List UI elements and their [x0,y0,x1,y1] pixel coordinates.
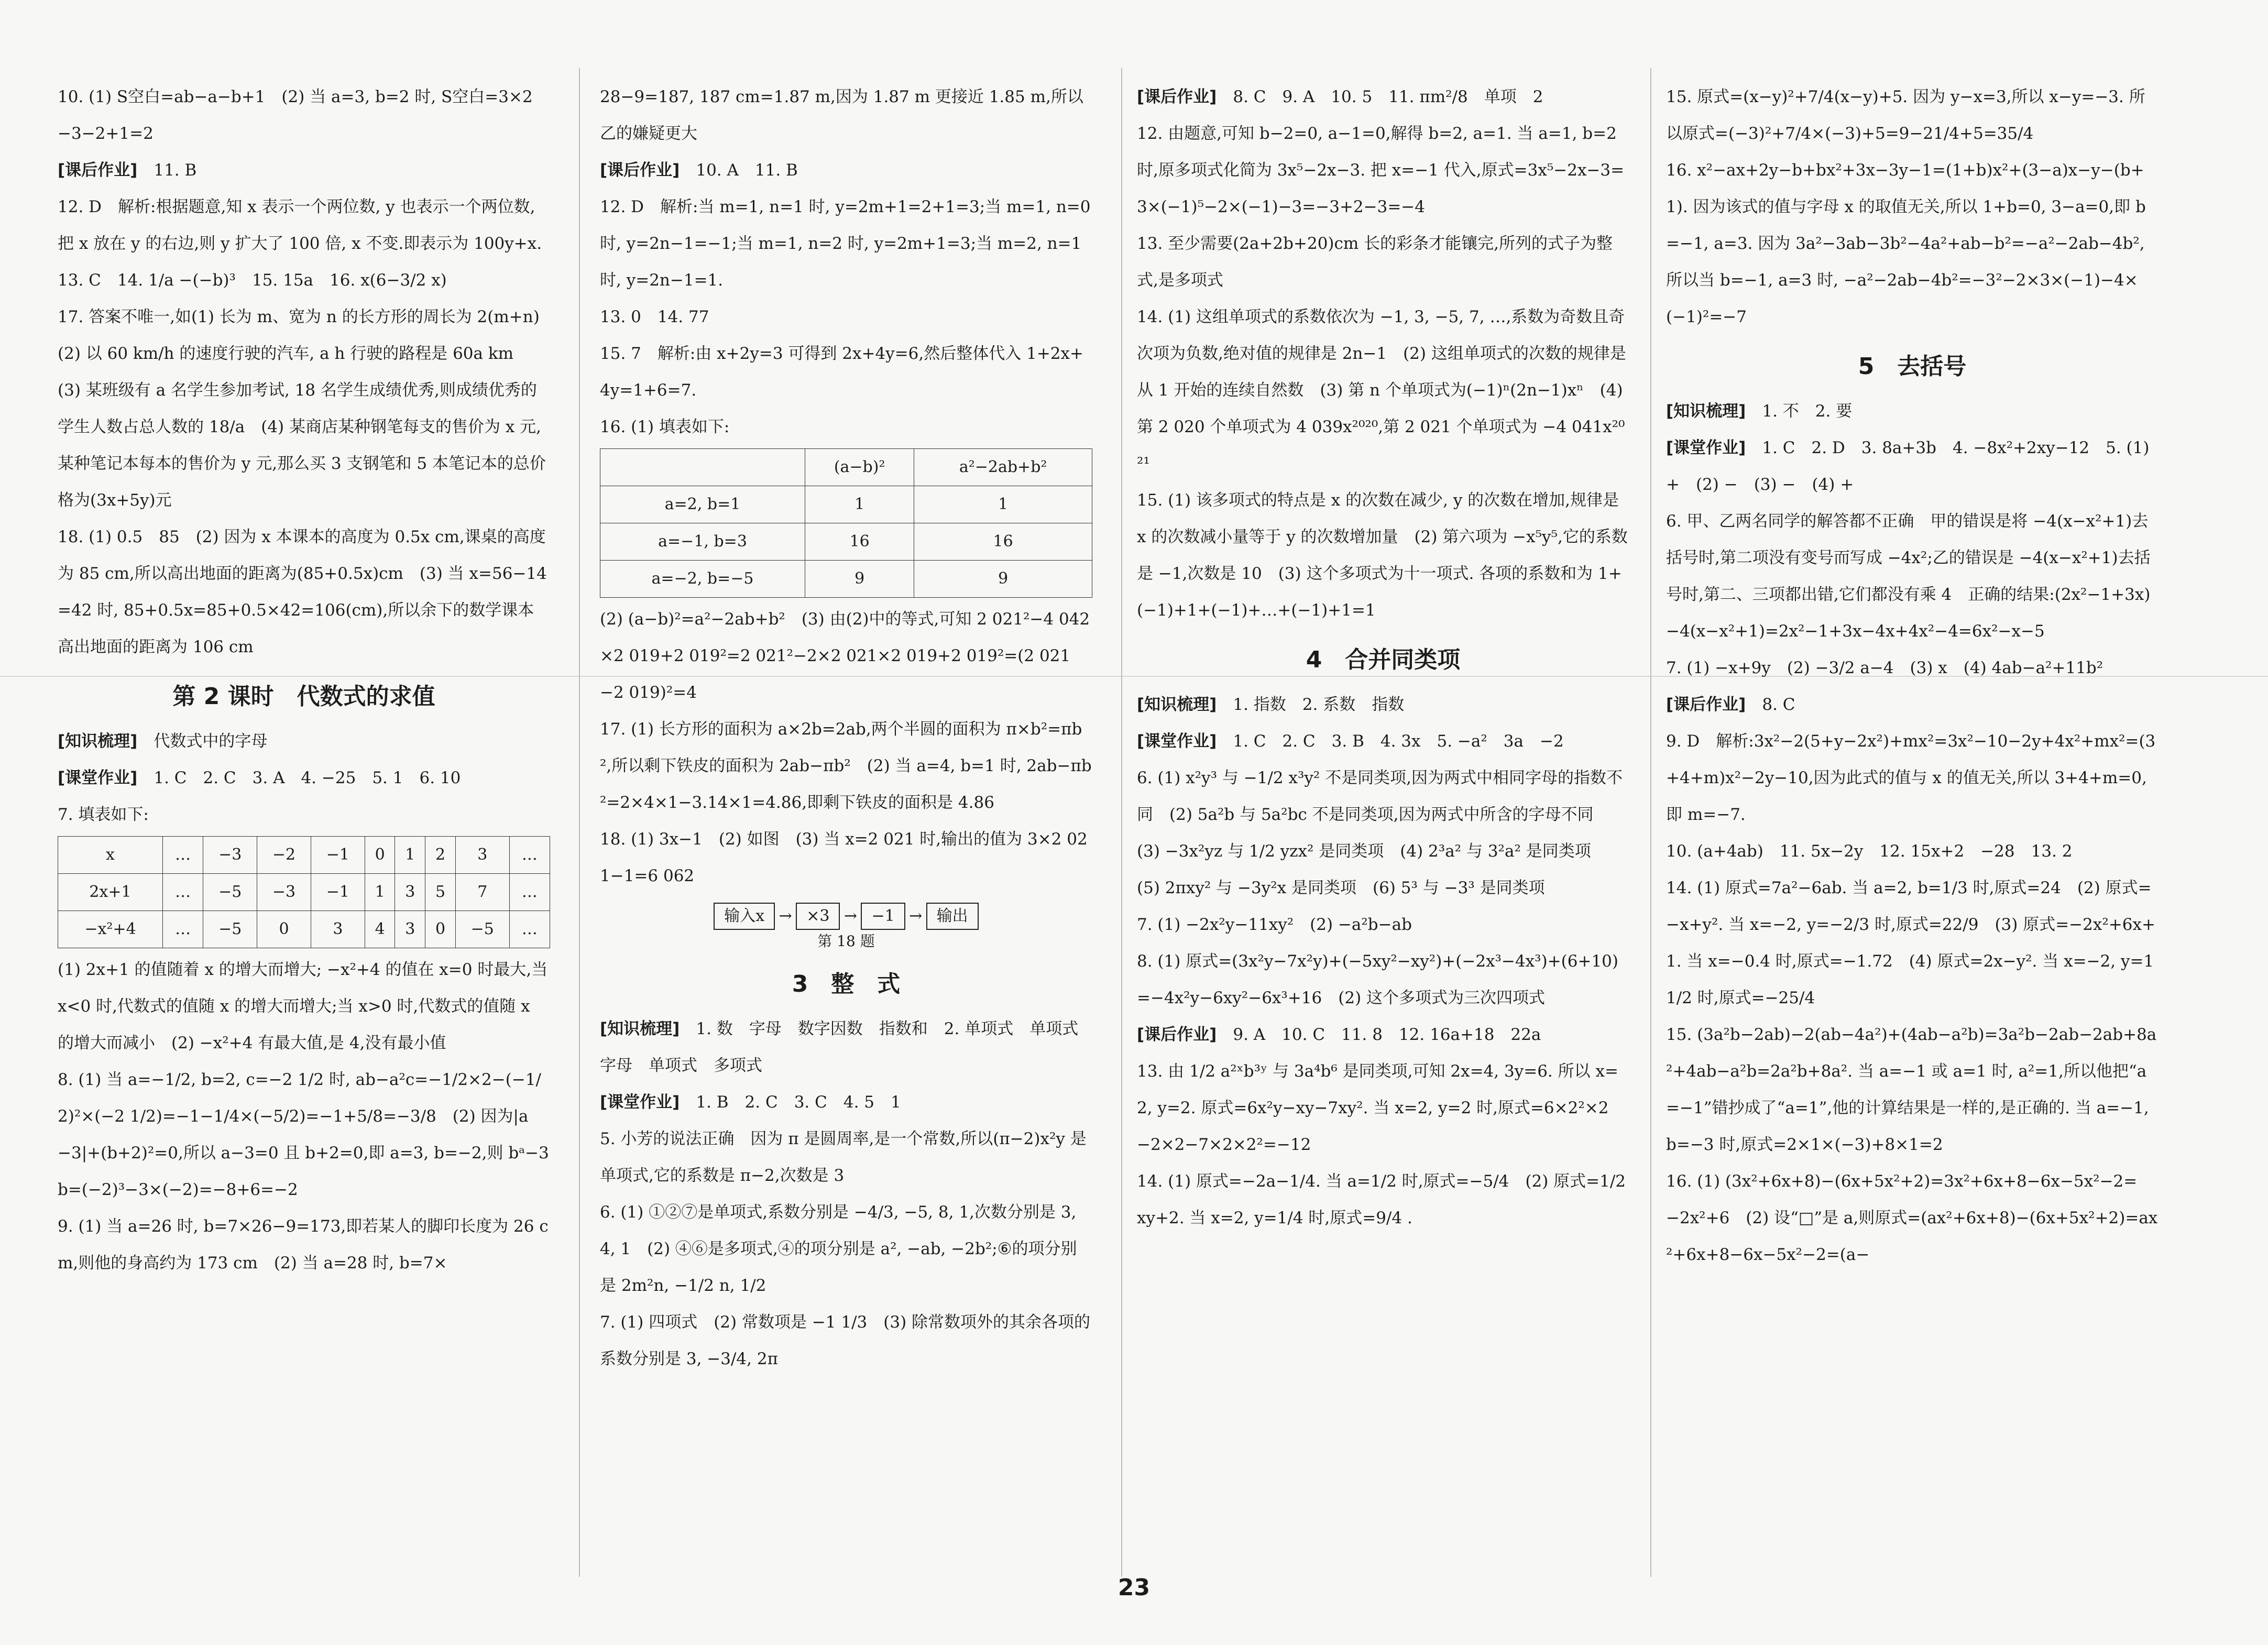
table-cell: 3 [395,911,425,948]
answer-text: 1. 数 字母 数字因数 指数和 2. 单项式 单项式 字母 单项式 多项式 [600,1019,1095,1075]
flowchart-box: 输入x [714,903,775,930]
answer-text: 12. D 解析:当 m=1, n=1 时, y=2m+1=2+1=3;当 m=1, n=0 时, y=2n−1=−1;当 m=1, n=2 时, y=2m+1=3;当 m=2, n=1 时, y=2n−1=1. [600,198,1091,290]
table-cell: 1 [805,486,914,523]
answer-paragraph [1666,430,2159,503]
answer-text: 18. (1) 0.5 85 (2) 因为 x 本课本的高度为 0.5x cm,课桌的高度为 85 cm,所以高出地面的距离为(85+0.5x)cm (3) 当 x=56−14=42 时, 85+0.5x=85+0.5×42=106(cm),所以余下的数学课本高出地面的距离为 106 cm [58,528,547,656]
answer-text: 12. 由题意,可知 b−2=0, a−1=0,解得 b=2, a=1. 当 a=1, b=2 时,原多项式化简为 3x⁵−2x−3. 把 x=−1 代入,原式=3x⁵−2x−3=3×(−1)⁵−2×(−1)−3=−3+2−3=−4 [1137,124,1625,216]
table-cell: 3 [455,837,509,874]
answer-paragraph [1666,870,2159,1016]
answer-text: 1. 指数 2. 系数 指数 [1233,695,1405,714]
answer-text: 1. C 2. C 3. B 4. 3x 5. −a² 3a −2 [1233,732,1564,751]
answer-text: 18. (1) 3x−1 (2) 如图 (3) 当 x=2 021 时,输出的值为 3×2 021−1=6 062 [600,830,1088,885]
answer-text: 9. (1) 当 a=26 时, b=7×26−9=173,即若某人的脚印长度为 26 cm,则他的身高约为 173 cm (2) 当 a=28 时, b=7× [58,1217,549,1273]
answer-text: 5. 小芳的说法正确 因为 π 是圆周率,是一个常数,所以(π−2)x²y 是单项式,它的系数是 π−2,次数是 3 [600,1129,1087,1185]
table-cell: … [509,837,550,874]
answer-paragraph [1137,1016,1629,1053]
table-cell: a=−2, b=−5 [600,561,805,598]
answer-paragraph [600,1084,1092,1121]
column-divider [579,68,580,1577]
table-cell: 0 [257,911,311,948]
section-tag: [知识梳理] [1137,695,1217,714]
table-cell: −5 [455,911,509,948]
table-cell: −5 [203,911,257,948]
answer-text: (2) (a−b)²=a²−2ab+b² (3) 由(2)中的等式,可知 2 021²−4 042×2 019+2 019²=2 021²−2×2 021×2 019+2 019²=(2 021−2 019)²=4 [600,610,1090,702]
table-cell: … [163,911,203,948]
answer-paragraph [1137,723,1629,760]
answer-paragraph [58,796,550,833]
table-cell: 3 [395,874,425,911]
answer-text: 17. 答案不唯一,如(1) 长为 m、宽为 n 的长方形的周长为 2(m+n) (2) 以 60 km/h 的速度行驶的汽车, a h 行驶的路程是 60a km (3) 某班级有 a 名学生参加考试, 18 名学生成绩优秀,则成绩优秀的学生人数占总人数的 18/a (4) 某商店某种钢笔每支的售价为 x 元,某种笔记本每本的售价为 y 元,那么买 3 支钢笔和 5 本笔记本的总价格为(3x+5y)元 [58,308,556,510]
answer-paragraph [600,1011,1095,1084]
table-cell: 1 [395,837,425,874]
section-tag: [课后作业] [58,161,138,180]
answer-paragraph [600,409,1092,445]
column-divider [1121,68,1122,1577]
flowchart-box: −1 [861,903,905,930]
answer-paragraph [1666,1163,2159,1273]
table-cell: −3 [257,874,311,911]
table-cell: 0 [425,911,456,948]
answer-text: 13. 由 1/2 a²ˣb³ʸ 与 3a⁴b⁶ 是同类项,可知 2x=4, 3y=6. 所以 x=2, y=2. 原式=6x²y−xy−7xy². 当 x=2, y=2 时,原式=6×2²×2−2×2−7×2×2²=−12 [1137,1062,1618,1154]
section-heading: 3 整 式 [792,971,901,997]
answer-paragraph [600,79,1092,152]
answer-paragraph [58,152,550,189]
answer-text: 13. 0 14. 77 [600,308,709,326]
table-row [58,837,550,874]
answer-text: 8. C 9. A 10. 5 11. πm²/8 单项 2 [1233,87,1543,106]
table-row [600,486,1092,523]
table-cell: … [163,874,203,911]
answer-text: 7. (1) 四项式 (2) 常数项是 −1 1/3 (3) 除常数项外的其余各项的系数分别是 3, −3/4, 2π [600,1313,1091,1368]
value-table [600,448,1092,598]
answer-text: 7. 填表如下: [58,805,149,824]
section-tag: [课后作业] [1137,87,1217,106]
page-number: 23 [1117,1574,1151,1601]
table-cell: 0 [365,837,395,874]
table-row [600,449,1092,486]
answer-paragraph [600,601,1092,711]
table-cell: 1 [365,874,395,911]
answer-paragraph [1666,393,2159,430]
answer-paragraph [1666,833,2159,870]
answer-paragraph [1666,79,2159,152]
answer-paragraph [1137,482,1629,629]
answer-text: 28−9=187, 187 cm=1.87 m,因为 1.87 m 更接近 1.85 m,所以乙的嫌疑更大 [600,87,1083,143]
table-cell: … [509,874,550,911]
answer-paragraph [1666,152,2159,335]
answer-text: 15. (3a²b−2ab)−2(ab−4a²)+(4ab−a²b)=3a²b−2ab−2ab+8a²+4ab−a²b=2a²b+8a². 当 a=−1 或 a=1 时, a²=1,所以他把“a=−1”错抄成了“a=1”,他的计算结果是一样的,是正确的. 当 a=−1, b=−3 时,原式=2×1×(−3)+8×1=2 [1666,1025,2157,1154]
answer-text: 14. (1) 原式=7a²−6ab. 当 a=2, b=1/3 时,原式=24 (2) 原式=−x+y². 当 x=−2, y=−2/3 时,原式=22/9 (3) 原式=−2x²+6x+1. 当 x=−0.4 时,原式=−1.72 (4) 原式=2x−y². 当 x=−2, y=1 1/2 时,原式=−25/4 [1666,879,2155,1007]
answer-text: 6. (1) x²y³ 与 −1/2 x³y² 不是同类项,因为两式中相同字母的指数不同 (2) 5a²b 与 5a²bc 不是同类项,因为两式中所含的字母不同 (3) −3x²yz 与 1/2 yzx² 是同类项 (4) 2³a² 与 3²a² 是同类项 (5) 2πxy² 与 −3y²x 是同类项 (6) 5³ 与 −3³ 是同类项 [1137,769,1623,897]
answer-paragraph [600,1304,1092,1377]
arrow-right-icon: → [843,907,858,925]
answer-text: 8. (1) 当 a=−1/2, b=2, c=−2 1/2 时, ab−a²c=−1/2×2−(−1/2)²×(−2 1/2)=−1−1/4×(−5/2)=−1+5/8=−3/8 (2) 因为|a−3|+(b+2)²=0,所以 a−3=0 且 b+2=0,即 a=3, b=−2,则 bᵃ−3b=(−2)³−3×(−2)=−8+6=−2 [58,1070,549,1199]
section-heading: 5 去括号 [1858,353,1967,380]
answer-text: 13. C 14. 1/a −(−b)³ 15. 15a 16. x(6−3/2 x) [58,271,447,290]
answer-paragraph [58,299,556,519]
section-heading: 4 合并同类项 [1306,646,1461,673]
answer-text: 10. (1) S空白=ab−a−b+1 (2) 当 a=3, b=2 时, S空白=3×2−3−2+1=2 [58,87,533,143]
flowchart-box: 输出 [926,903,979,930]
section-tag: [课后作业] [1666,695,1746,714]
answer-text: (1) 2x+1 的值随着 x 的增大而增大; −x²+4 的值在 x=0 时最大,当 x<0 时,代数式的值随 x 的增大而增大;当 x>0 时,代数式的值随 x 的增大而减小 (2) −x²+4 有最大值,是 4,没有最小值 [58,960,548,1052]
table-cell: a²−2ab+b² [914,449,1092,486]
table-cell: a=−1, b=3 [600,523,805,561]
answer-text: 15. 原式=(x−y)²+7/4(x−y)+5. 因为 y−x=3,所以 x−y=−3. 所以原式=(−3)²+7/4×(−3)+5=9−21/4+5=35/4 [1666,87,2145,143]
answer-paragraph [1137,115,1629,225]
answer-paragraph [1666,686,2159,723]
table-cell: −x²+4 [58,911,163,948]
answer-text: 10. A 11. B [696,161,798,180]
answer-paragraph [1666,1016,2159,1163]
table-row [58,874,550,911]
answer-column-4 [1666,79,2159,1273]
answer-paragraph [1137,225,1629,299]
answer-text: 6. (1) ①②⑦是单项式,系数分别是 −4/3, −5, 8, 1,次数分别是 3, 4, 1 (2) ④⑥是多项式,④的项分别是 a², −ab, −2b²;⑥的项分别是 2m²n, −1/2 n, 1/2 [600,1203,1077,1295]
answer-text: 10. (a+4ab) 11. 5x−2y 12. 15x+2 −28 13. 2 [1666,842,2073,861]
section-tag: [课后作业] [600,161,680,180]
answer-text: 15. (1) 该多项式的特点是 x 的次数在减少, y 的次数在增加,规律是 x 的次数减小量等于 y 的次数增加量 (2) 第六项为 −x⁵y⁵,它的系数是 −1,次数是 10 (3) 这个多项式为十一项式. 各项的系数和为 1+(−1)+1+(−1)+…+(−1)+1=1 [1137,491,1628,620]
answer-column-2 [600,79,1095,1377]
answer-text: 13. 至少需要(2a+2b+20)cm 长的彩条才能镶完,所列的式子为整式,是多项式 [1137,234,1613,290]
answer-text: 9. A 10. C 11. 8 12. 16a+18 22a [1233,1025,1541,1044]
table-cell: 16 [914,523,1092,561]
table-cell: −5 [203,874,257,911]
table-cell: 7 [455,874,509,911]
answer-paragraph [600,711,1092,821]
answer-paragraph [1137,686,1629,723]
table-cell: −1 [311,837,365,874]
answer-text: 16. (1) (3x²+6x+8)−(6x+5x²+2)=3x²+6x+8−6x−5x²−2=−2x²+6 (2) 设“□”是 a,则原式=(ax²+6x+8)−(6x+5x²+2)=ax²+6x+8−6x−5x²−2=(a− [1666,1172,2158,1264]
table-cell: 4 [365,911,395,948]
answer-text: 1. 不 2. 要 [1762,402,1853,421]
section-tag: [课堂作业] [1666,438,1746,457]
answer-text: 8. C [1762,695,1795,714]
section-tag: [课堂作业] [58,769,138,787]
arrow-right-icon: → [909,907,923,925]
answer-text: 14. (1) 原式=−2a−1/4. 当 a=1/2 时,原式=−5/4 (2) 原式=1/2 xy+2. 当 x=2, y=1/4 时,原式=9/4 . [1137,1172,1626,1227]
answer-text: 7. (1) −2x²y−11xy² (2) −a²b−ab [1137,915,1412,934]
answer-text: 8. (1) 原式=(3x²y−7x²y)+(−5xy²−xy²)+(−2x³−4x³)+(6+10)=−4x²y−6xy²−6x³+16 (2) 这个多项式为三次四项式 [1137,952,1618,1007]
answer-paragraph [1137,906,1629,943]
table-cell [600,449,805,486]
table-row [58,911,550,948]
section-tag: [课堂作业] [600,1093,680,1112]
answer-paragraph [600,189,1092,299]
answer-text: 14. (1) 这组单项式的系数依次为 −1, 3, −5, 7, …,系数为奇数且奇次项为负数,绝对值的规律是 2n−1 (2) 这组单项式的次数的规律是从 1 开始的连续自然数 (3) 第 n 个单项式为(−1)ⁿ(2n−1)xⁿ (4) 第 2 020 个单项式为 4 039x²⁰²⁰,第 2 021 个单项式为 −4 041x²⁰²¹ [1137,308,1626,473]
value-table [58,836,550,948]
answer-paragraph [58,519,550,665]
answer-paragraph [1137,299,1629,482]
answer-text: 6. 甲、乙两名同学的解答都不正确 甲的错误是将 −4(x−x²+1)去括号时,第二项没有变号而写成 −4x²;乙的错误是 −4(x−x²+1)去括号时,第二、三项都出错,它们都没有乘 4 正确的结果:(2x²−1+3x)−4(x−x²+1)=2x²−1+3x−4x+4x²−4=6x²−x−5 [1666,512,2151,641]
table-cell: 16 [805,523,914,561]
answer-text: 1. B 2. C 3. C 4. 5 1 [696,1093,901,1112]
section-tag: [知识梳理] [600,1019,680,1038]
answer-paragraph [600,335,1092,409]
answer-paragraph [58,1208,550,1281]
answer-paragraph [600,1194,1092,1304]
table-cell: 9 [914,561,1092,598]
table-cell: 2 [425,837,456,874]
answer-paragraph [58,1061,550,1208]
answer-paragraph [1666,650,2159,686]
table-cell: −3 [203,837,257,874]
answer-text: 11. B [154,161,197,180]
answer-paragraph [1137,79,1629,115]
answer-text: 代数式中的字母 [154,732,268,751]
column-divider [1650,68,1651,1577]
table-cell: −1 [311,874,365,911]
answer-paragraph [58,262,550,299]
section-tag: [知识梳理] [1666,402,1746,421]
answer-column-3 [1137,79,1629,1236]
section-tag: [课堂作业] [1137,732,1217,751]
flowchart [600,903,1092,930]
answer-paragraph [58,723,550,760]
answer-paragraph [58,951,550,1061]
table-cell: 5 [425,874,456,911]
table-cell: (a−b)² [805,449,914,486]
table-cell: 2x+1 [58,874,163,911]
table-row [600,523,1092,561]
answer-text: 9. D 解析:3x²−2(5+y−2x²)+mx²=3x²−10−2y+4x²+mx²=(3+4+m)x²−2y−10,因为此式的值与 x 的值无关,所以 3+4+m=0,即 m=−7. [1666,732,2156,824]
flowchart-box: ×3 [796,903,840,930]
answer-paragraph [58,79,550,152]
answer-paragraph [1137,760,1629,906]
section-tag: [课后作业] [1137,1025,1217,1044]
answer-paragraph [600,299,1092,335]
table-cell: a=2, b=1 [600,486,805,523]
answer-text: 15. 7 解析:由 x+2y=3 可得到 2x+4y=6,然后整体代入 1+2x+4y=1+6=7. [600,344,1083,400]
table-cell: … [509,911,550,948]
table-cell: x [58,837,163,874]
table-cell: 1 [914,486,1092,523]
answer-column-1 [58,79,556,1281]
answer-text: 16. x²−ax+2y−b+bx²+3x−3y−1=(1+b)x²+(3−a)x−y−(b+1). 因为该式的值与字母 x 的取值无关,所以 1+b=0, 3−a=0,即 b=−1, a=3. 因为 3a²−3ab−3b²−4a²+ab−b²=−a²−2ab−4b²,所以当 b=−1, a=3 时, −a²−2ab−4b²=−3²−2×3×(−1)−4×(−1)²=−7 [1666,161,2146,326]
answer-paragraph [1137,943,1629,1016]
figure-caption: 第 18 题 [817,933,875,950]
answer-text: 16. (1) 填表如下: [600,418,730,436]
answer-paragraph [1666,723,2159,833]
answer-paragraph [1666,503,2159,650]
answer-text: 12. D 解析:根据题意,知 x 表示一个两位数, y 也表示一个两位数,把 x 放在 y 的右边,则 y 扩大了 100 倍, x 不变.即表示为 100y+x. [58,198,542,253]
answer-paragraph [600,821,1092,894]
section-tag: [知识梳理] [58,732,138,751]
answer-text: 1. C 2. D 3. 8a+3b 4. −8x²+2xy−12 5. (1) + (2) − (3) − (4) + [1666,438,2150,494]
table-cell: … [163,837,203,874]
answer-text: 17. (1) 长方形的面积为 a×2b=2ab,两个半圆的面积为 π×b²=πb²,所以剩下铁皮的面积为 2ab−πb² (2) 当 a=4, b=1 时, 2ab−πb²=2×4×1−3.14×1=4.86,即剩下铁皮的面积是 4.86 [600,720,1092,812]
answer-paragraph [600,1121,1092,1194]
answer-paragraph [58,189,550,262]
answer-text: 7. (1) −x+9y (2) −3/2 a−4 (3) x (4) 4ab−a²+11b² [1666,659,2103,677]
table-row [600,561,1092,598]
table-cell: 3 [311,911,365,948]
section-heading: 第 2 课时 代数式的求值 [172,683,435,710]
answer-paragraph [1137,1163,1629,1236]
arrow-right-icon: → [779,907,792,925]
answer-text: 1. C 2. C 3. A 4. −25 5. 1 6. 10 [154,769,461,787]
answer-paragraph [600,152,1092,189]
answer-paragraph [58,760,550,796]
table-cell: −2 [257,837,311,874]
table-cell: 9 [805,561,914,598]
answer-paragraph [1137,1053,1629,1163]
